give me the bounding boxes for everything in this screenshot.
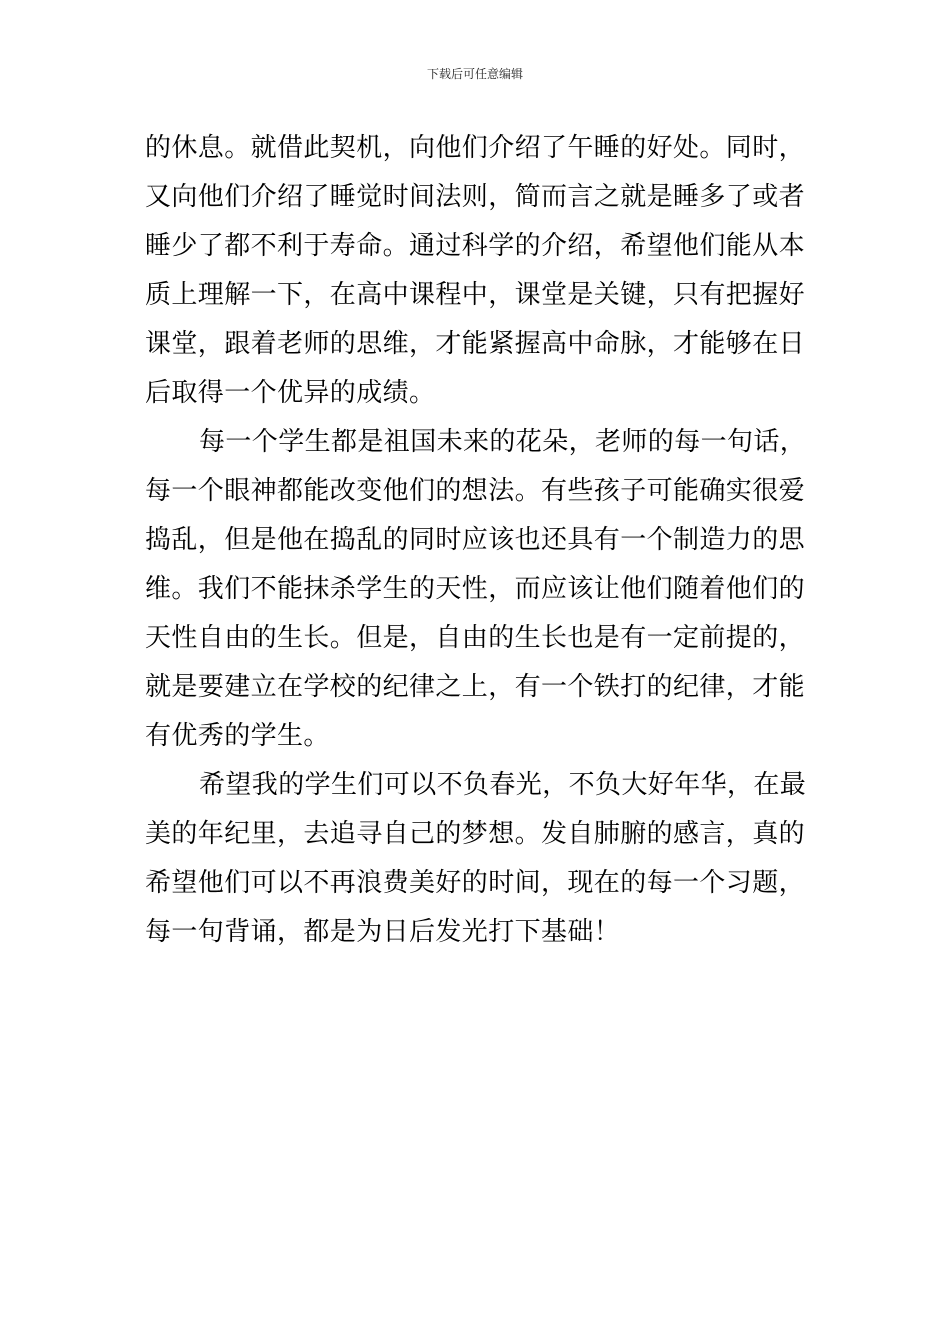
text-line: 希望他们可以不再浪费美好的时间，现在的每一个习题，	[145, 868, 806, 898]
text-line: 质上理解一下，在高中课程中，课堂是关键，只有把握好	[145, 280, 806, 310]
text-line: 后取得一个优异的成绩。	[145, 378, 436, 408]
text-line: 每一句背诵，都是为日后发光打下基础！	[145, 917, 621, 947]
text-line: 每一个学生都是祖国未来的花朵，老师的每一句话，	[199, 427, 807, 457]
text-line: 维。我们不能抹杀学生的天性，而应该让他们随着他们的	[145, 574, 806, 604]
text-line: 就是要建立在学校的纪律之上，有一个铁打的纪律，才能	[145, 672, 806, 702]
page-header: 下载后可任意编辑	[426, 67, 523, 81]
text-line: 又向他们介绍了睡觉时间法则，简而言之就是睡多了或者	[145, 182, 806, 212]
text-line: 捣乱，但是他在捣乱的同时应该也还具有一个制造力的思	[145, 525, 806, 555]
paragraph-3	[145, 761, 807, 957]
text-line: 课堂，跟着老师的思维，才能紧握高中命脉，才能够在日	[145, 329, 806, 359]
text-line: 每一个眼神都能改变他们的想法。有些孩子可能确实很爱	[145, 476, 806, 506]
text-line: 天性自由的生长。但是，自由的生长也是有一定前提的，	[145, 623, 806, 653]
text-line: 希望我的学生们可以不负春光，不负大好年华，在最	[199, 770, 807, 800]
paragraph-1	[145, 124, 807, 418]
text-line: 睡少了都不利于寿命。通过科学的介绍，希望他们能从本	[145, 231, 806, 261]
text-line: 的休息。就借此契机，向他们介绍了午睡的好处。同时，	[145, 133, 806, 163]
text-line: 美的年纪里，去追寻自己的梦想。发自肺腑的感言，真的	[145, 819, 806, 849]
paragraph-2	[145, 418, 807, 761]
document-body	[145, 124, 807, 957]
text-line: 有优秀的学生。	[145, 721, 330, 751]
